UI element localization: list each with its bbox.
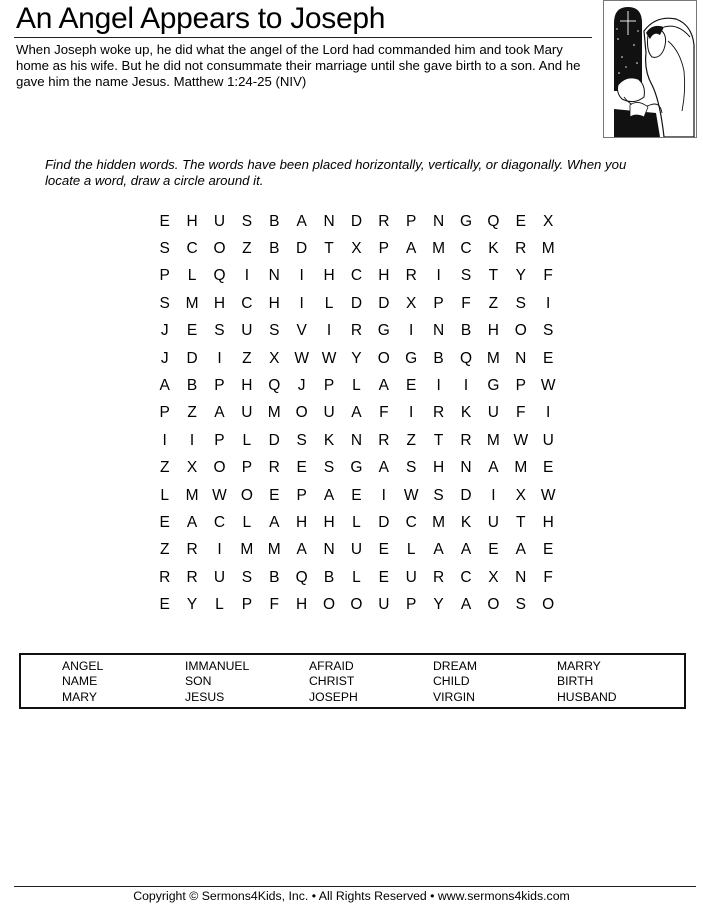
grid-letter[interactable]: L [160,486,169,504]
grid-letter[interactable]: U [487,404,499,422]
grid-letter[interactable]: W [294,349,309,367]
grid-letter[interactable]: G [487,377,500,395]
grid-letter[interactable]: V [296,322,307,340]
grid-letter[interactable]: P [378,240,389,258]
grid-letter[interactable]: P [159,267,170,285]
grid-letter[interactable]: B [269,568,280,586]
grid-letter[interactable]: P [159,404,170,422]
grid-letter[interactable]: U [378,596,390,614]
grid-letter[interactable]: N [460,459,472,477]
word-bank-column [557,659,617,705]
grid-letter[interactable]: H [213,294,226,312]
grid-letter[interactable]: M [185,486,199,504]
grid-letter[interactable]: I [436,267,441,285]
scripture-verse: When Joseph woke up, he did what the angel of the Lord had commanded him and took Mary home as his wife. But he did not consummate their marriage until she gave birth to a son. And he gave him the name Jesus. Matthew 1:24-25 (NIV) [16,42,581,89]
grid-letter[interactable]: N [268,267,280,285]
grid-letter[interactable]: H [296,596,308,614]
grid-letter[interactable]: D [186,349,198,367]
grid-letter[interactable]: M [432,513,446,531]
grid-letter[interactable]: W [321,349,337,367]
grid-letter[interactable]: O [323,596,336,614]
grid-row [151,455,562,482]
grid-letter[interactable]: L [242,513,252,531]
grid-letter[interactable]: T [324,240,334,258]
grid-letter[interactable]: R [186,541,198,559]
grid-letter[interactable]: R [433,568,445,586]
grid-letter[interactable]: C [241,294,253,312]
grid-letter[interactable]: H [378,267,390,285]
grid-row [151,290,562,317]
grid-letter[interactable]: S [241,568,253,586]
grid-letter[interactable]: I [217,349,222,367]
grid-letter[interactable]: Q [487,212,500,230]
grid-letter[interactable]: A [433,541,444,559]
word-bank-item: HUSBAND [557,689,617,704]
grid-letter[interactable]: R [159,568,171,586]
nativity-illustration [603,0,697,138]
grid-letter[interactable]: P [296,486,307,504]
grid-letter[interactable]: L [352,568,361,586]
grid-letter[interactable]: B [269,240,280,258]
word-bank-column [62,659,103,705]
word-bank-column [185,659,249,705]
word-bank-item: ANGEL [62,659,104,673]
grid-letter[interactable]: X [488,568,499,586]
grid-letter[interactable]: L [242,431,252,449]
grid-letter[interactable]: X [515,486,526,504]
grid-letter[interactable]: A [351,404,362,422]
grid-letter[interactable]: Z [159,459,170,477]
grid-letter[interactable]: A [214,404,225,422]
grid-letter[interactable]: Y [433,596,444,614]
grid-letter[interactable]: D [350,212,363,230]
grid-letter[interactable]: I [491,486,496,504]
grid-row [151,235,562,262]
grid-letter[interactable]: L [215,596,224,614]
grid-letter[interactable]: E [159,596,170,614]
grid-letter[interactable]: B [186,377,198,395]
grid-letter[interactable]: P [406,212,417,230]
grid-letter[interactable]: C [460,240,472,258]
grid-row [151,537,562,564]
word-bank-item: JOSEPH [309,689,358,704]
grid-row [151,427,562,454]
grid-letter[interactable]: P [241,596,253,614]
word-bank-item: DREAM [433,659,478,673]
grid-letter[interactable]: E [515,212,526,230]
grid-letter[interactable]: A [460,541,472,559]
grid-letter[interactable]: Q [213,267,226,285]
grid-letter[interactable]: D [460,486,472,504]
grid-letter[interactable]: E [269,486,280,504]
grid-letter[interactable]: X [406,294,417,312]
page-title: An Angel Appears to Joseph [16,2,386,35]
grid-letter[interactable]: H [186,212,198,230]
grid-letter[interactable]: K [323,431,335,449]
grid-letter[interactable]: A [460,596,472,614]
grid-letter[interactable]: A [488,459,499,477]
grid-letter[interactable]: P [515,377,526,395]
grid-letter[interactable]: J [297,377,306,395]
grid-letter[interactable]: E [542,541,554,559]
title-underline [14,37,592,38]
grid-letter[interactable]: I [409,404,414,422]
grid-letter[interactable]: H [323,267,335,285]
grid-letter[interactable]: E [296,459,307,477]
grid-row [151,318,562,345]
grid-letter[interactable]: I [326,322,332,340]
grid-letter[interactable]: N [433,212,445,230]
grid-letter[interactable]: I [299,294,304,312]
grid-letter[interactable]: N [323,541,335,559]
grid-letter[interactable]: E [159,212,170,230]
grid-letter[interactable]: Q [295,568,308,586]
grid-letter[interactable]: J [160,349,169,367]
grid-letter[interactable]: K [460,404,472,422]
grid-letter[interactable]: K [460,513,472,531]
grid-letter[interactable]: E [378,568,389,586]
grid-letter[interactable]: L [187,267,197,285]
grid-letter[interactable]: E [378,541,389,559]
footer-divider [14,886,696,887]
grid-letter[interactable]: I [381,486,386,504]
grid-letter[interactable]: I [244,267,250,285]
grid-letter[interactable]: P [214,431,225,449]
grid-letter[interactable]: K [488,240,499,258]
grid-letter[interactable]: Z [242,349,252,367]
grid-letter[interactable]: G [350,459,363,477]
grid-letter[interactable]: I [463,377,469,395]
grid-row [151,208,562,235]
grid-row [151,509,562,536]
grid-letter[interactable]: S [515,596,526,614]
grid-letter[interactable]: A [378,377,389,395]
grid-letter[interactable]: B [269,212,280,230]
word-bank-item: MARRY [557,659,601,673]
grid-letter[interactable]: Q [268,377,281,395]
grid-letter[interactable]: U [213,568,226,586]
grid-letter[interactable]: O [213,459,226,477]
grid-letter[interactable]: S [515,294,526,312]
grid-letter[interactable]: G [377,322,390,340]
grid-letter[interactable]: A [296,541,307,559]
word-bank [19,653,686,709]
grid-letter[interactable]: M [432,240,446,258]
grid-letter[interactable]: R [268,459,280,477]
grid-letter[interactable]: O [377,349,390,367]
grid-letter[interactable]: Y [515,267,526,285]
grid-letter[interactable]: S [542,322,554,340]
grid-letter[interactable]: F [516,404,526,422]
grid-letter[interactable]: D [378,513,390,531]
grid-letter[interactable]: E [351,486,362,504]
grid-letter[interactable]: P [214,377,225,395]
grid-letter[interactable]: Z [406,431,416,449]
grid-letter[interactable]: W [540,486,556,504]
grid-letter[interactable]: F [269,596,279,614]
grid-letter[interactable]: U [241,404,253,422]
grid-letter[interactable]: M [514,459,528,477]
grid-letter[interactable]: E [186,322,198,340]
grid-letter[interactable]: H [323,513,335,531]
grid-letter[interactable]: S [433,486,444,504]
word-bank-column [433,659,477,705]
grid-letter[interactable]: M [486,431,500,449]
grid-letter[interactable]: I [189,431,195,449]
grid-row [151,400,562,427]
grid-letter[interactable]: S [214,322,225,340]
grid-row [151,591,562,618]
grid-letter[interactable]: I [299,267,304,285]
grid-letter[interactable]: H [296,513,308,531]
grid-letter[interactable]: G [459,212,473,230]
grid-letter[interactable]: Z [488,294,499,312]
grid-letter[interactable]: P [406,596,417,614]
grid-letter[interactable]: D [378,294,390,312]
grid-letter[interactable]: S [159,240,170,258]
grid-letter[interactable]: I [409,322,414,340]
grid-letter[interactable]: I [436,377,441,395]
grid-letter[interactable]: L [406,541,416,559]
grid-letter[interactable]: J [160,322,169,340]
grid-letter[interactable]: O [514,322,527,340]
grid-letter[interactable]: R [460,431,472,449]
word-bank-item: JESUS [185,689,225,704]
grid-row [151,345,562,372]
grid-letter[interactable]: U [213,212,226,230]
grid-letter[interactable]: S [323,459,335,477]
grid-letter[interactable]: F [543,267,553,285]
word-bank-item: MARY [62,689,97,704]
word-bank-item: IMMANUEL [185,659,250,673]
word-bank-item: CHRIST [309,674,355,689]
grid-letter[interactable]: B [323,568,335,586]
grid-letter[interactable]: W [540,377,556,395]
grid-letter[interactable]: W [212,486,227,504]
grid-letter[interactable]: I [546,404,551,422]
grid-letter[interactable]: A [186,513,198,531]
grid-letter[interactable]: E [159,513,170,531]
grid-row [151,372,562,399]
grid-letter[interactable]: C [350,267,363,285]
grid-letter[interactable]: O [350,596,363,614]
grid-letter[interactable]: A [296,212,307,230]
grid-letter[interactable]: P [241,459,253,477]
grid-letter[interactable]: O [487,596,500,614]
grid-letter[interactable]: D [296,240,308,258]
grid-letter[interactable]: Z [159,541,170,559]
grid-letter[interactable]: M [541,240,555,258]
grid-letter[interactable]: R [350,322,363,340]
grid-letter[interactable]: C [186,240,198,258]
grid-letter[interactable]: D [350,294,363,312]
grid-letter[interactable]: T [433,431,444,449]
grid-letter[interactable]: X [269,349,280,367]
grid-letter[interactable]: R [186,568,198,586]
grid-letter[interactable]: O [542,596,555,614]
grid-letter[interactable]: A [159,377,170,395]
grid-letter[interactable]: R [515,240,527,258]
grid-letter[interactable]: R [378,431,390,449]
grid-letter[interactable]: M [486,349,500,367]
grid-letter[interactable]: L [352,513,361,531]
grid-letter[interactable]: M [185,294,199,312]
grid-letter[interactable]: U [487,513,499,531]
puzzle-instructions: Find the hidden words. The words have been placed horizontally, vertically, or diagonally. When you locate a word, draw a circle around it. [45,157,627,188]
grid-letter[interactable]: M [267,404,281,422]
grid-letter[interactable]: C [405,513,417,531]
grid-letter[interactable]: M [267,541,281,559]
grid-letter[interactable]: S [269,322,280,340]
grid-letter[interactable]: Z [242,240,252,258]
grid-letter[interactable]: A [323,486,335,504]
nativity-icon [604,1,696,137]
grid-letter[interactable]: W [403,486,419,504]
grid-letter[interactable]: U [405,568,417,586]
grid-letter[interactable]: N [515,568,527,586]
grid-letter[interactable]: F [379,404,389,422]
grid-letter[interactable]: S [460,267,472,285]
grid-letter[interactable]: Y [186,596,198,614]
grid-letter[interactable]: X [186,459,198,477]
grid-row [151,482,562,509]
grid-letter[interactable]: U [241,322,253,340]
grid-letter[interactable]: Z [187,404,197,422]
grid-letter[interactable]: H [268,294,280,312]
grid-letter[interactable]: E [542,459,554,477]
grid-letter[interactable]: N [515,349,527,367]
grid-letter[interactable]: R [405,267,417,285]
word-search-grid [151,208,562,619]
grid-row [151,263,562,290]
grid-letter[interactable]: P [323,377,335,395]
grid-letter[interactable]: N [433,322,445,340]
grid-letter[interactable]: U [323,404,335,422]
grid-letter[interactable]: B [433,349,444,367]
grid-letter[interactable]: H [433,459,445,477]
grid-letter[interactable]: T [488,267,499,285]
grid-letter[interactable]: O [240,486,253,504]
word-bank-item: CHILD [433,674,470,689]
grid-letter[interactable]: L [324,294,334,312]
grid-letter[interactable]: A [515,541,526,559]
grid-letter[interactable]: H [487,322,499,340]
grid-letter[interactable]: S [159,294,170,312]
grid-letter[interactable]: C [213,513,226,531]
grid-letter[interactable]: S [296,431,307,449]
grid-letter[interactable]: I [162,431,167,449]
grid-letter[interactable]: B [460,322,472,340]
grid-letter[interactable]: X [351,240,362,258]
grid-letter[interactable]: Q [459,349,473,367]
grid-letter[interactable]: S [241,212,253,230]
grid-letter[interactable]: E [542,349,554,367]
grid-letter[interactable]: I [217,541,222,559]
grid-letter[interactable]: U [542,431,554,449]
word-bank-item: VIRGIN [433,689,475,704]
grid-letter[interactable]: M [240,541,254,559]
grid-letter[interactable]: Y [351,349,362,367]
grid-letter[interactable]: F [543,568,553,586]
word-bank-item: NAME [62,674,98,689]
grid-letter[interactable]: N [350,431,363,449]
grid-letter[interactable]: A [406,240,417,258]
copyright-footer: Copyright © Sermons4Kids, Inc. • All Rights Reserved • www.sermons4kids.com [133,889,570,903]
word-bank-column [309,659,358,705]
grid-letter[interactable]: A [378,459,389,477]
grid-letter[interactable]: I [546,294,551,312]
grid-letter[interactable]: C [460,568,472,586]
grid-letter[interactable]: R [433,404,445,422]
grid-letter[interactable]: H [241,377,253,395]
grid-letter[interactable]: O [213,240,226,258]
word-bank-item: BIRTH [557,674,594,689]
grid-letter[interactable]: N [323,212,335,230]
grid-letter[interactable]: X [542,212,554,230]
grid-letter[interactable]: A [269,513,280,531]
grid-letter[interactable]: W [513,431,529,449]
grid-letter[interactable]: D [268,431,280,449]
grid-letter[interactable]: P [433,294,444,312]
grid-letter[interactable]: F [461,294,471,312]
word-bank-item: AFRAID [309,659,354,673]
grid-letter[interactable]: R [378,212,390,230]
grid-letter[interactable]: T [516,513,526,531]
word-bank-item: SON [185,674,212,689]
grid-letter[interactable]: H [542,513,554,531]
grid-row [151,564,562,591]
grid-letter[interactable]: E [488,541,499,559]
grid-letter[interactable]: U [350,541,363,559]
grid-letter[interactable]: L [352,377,361,395]
grid-letter[interactable]: S [406,459,417,477]
grid-letter[interactable]: O [295,404,308,422]
grid-letter[interactable]: E [406,377,417,395]
grid-letter[interactable]: G [405,349,418,367]
